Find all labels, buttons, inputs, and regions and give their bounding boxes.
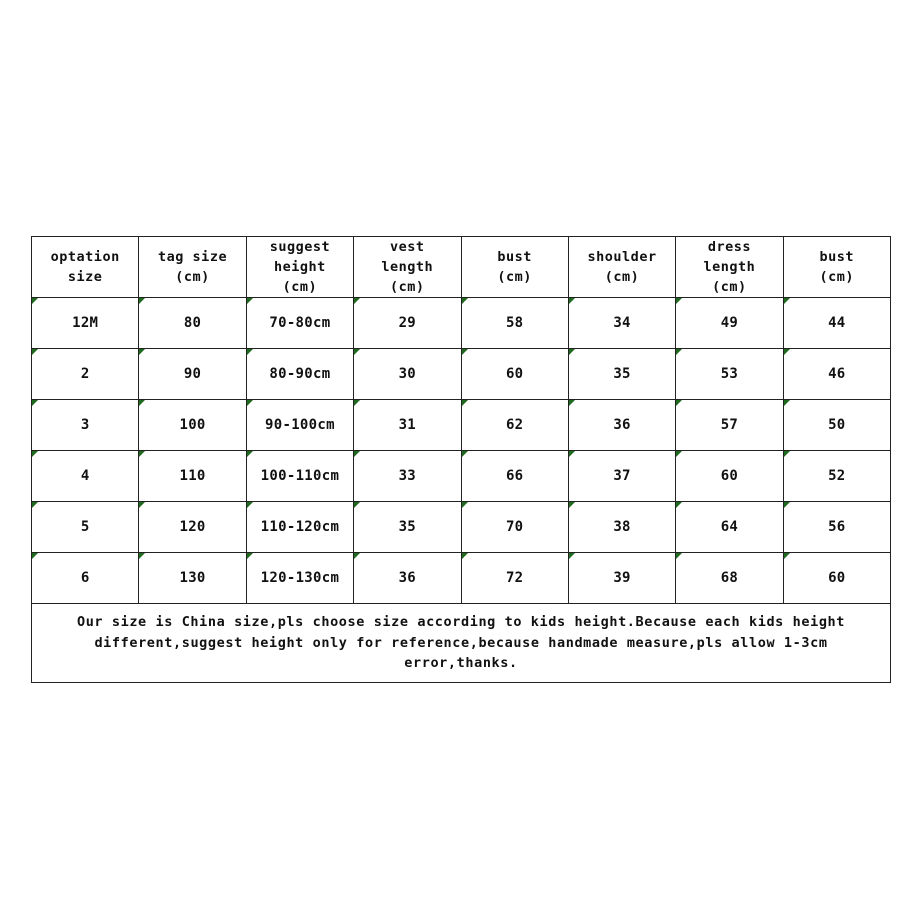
cell-corner-mark [247, 502, 253, 508]
cell-corner-mark [676, 451, 682, 457]
cell-bust: 62 [461, 400, 568, 451]
cell-corner-mark [569, 451, 575, 457]
cell-bust: 66 [461, 451, 568, 502]
cell-corner-mark [569, 502, 575, 508]
cell-tag-size: 100 [139, 400, 246, 451]
cell-bust-2: 52 [783, 451, 890, 502]
header-vest-length: vest length (cm) [354, 237, 461, 298]
cell-dress-length: 53 [676, 349, 783, 400]
cell-size: 5 [32, 502, 139, 553]
cell-corner-mark [247, 400, 253, 406]
cell-corner-mark [569, 298, 575, 304]
cell-vest-length: 31 [354, 400, 461, 451]
cell-dress-length: 64 [676, 502, 783, 553]
cell-corner-mark [462, 400, 468, 406]
cell-corner-mark [32, 553, 38, 559]
cell-shoulder: 35 [568, 349, 675, 400]
cell-vest-length: 30 [354, 349, 461, 400]
cell-corner-mark [139, 298, 145, 304]
header-bust-2: bust (cm) [783, 237, 890, 298]
cell-corner-mark [354, 451, 360, 457]
cell-size: 3 [32, 400, 139, 451]
cell-tag-size: 90 [139, 349, 246, 400]
cell-corner-mark [354, 400, 360, 406]
table-row [32, 502, 891, 553]
cell-suggest-height: 110-120cm [246, 502, 353, 553]
header-optation-size: optation size [32, 237, 139, 298]
cell-corner-mark [784, 400, 790, 406]
table-row [32, 400, 891, 451]
cell-size: 12M [32, 298, 139, 349]
cell-bust: 70 [461, 502, 568, 553]
header-tag-size: tag size (cm) [139, 237, 246, 298]
cell-corner-mark [462, 298, 468, 304]
table-row [32, 349, 891, 400]
cell-vest-length: 35 [354, 502, 461, 553]
cell-corner-mark [139, 502, 145, 508]
cell-corner-mark [354, 502, 360, 508]
header-suggest-height: suggest height (cm) [246, 237, 353, 298]
cell-corner-mark [569, 400, 575, 406]
cell-corner-mark [462, 553, 468, 559]
cell-shoulder: 37 [568, 451, 675, 502]
cell-corner-mark [247, 349, 253, 355]
cell-vest-length: 29 [354, 298, 461, 349]
cell-suggest-height: 70-80cm [246, 298, 353, 349]
cell-corner-mark [569, 553, 575, 559]
cell-corner-mark [354, 349, 360, 355]
cell-tag-size: 130 [139, 553, 246, 604]
cell-shoulder: 36 [568, 400, 675, 451]
table-row [32, 298, 891, 349]
cell-corner-mark [784, 502, 790, 508]
cell-corner-mark [676, 502, 682, 508]
cell-corner-mark [247, 298, 253, 304]
cell-corner-mark [462, 349, 468, 355]
cell-suggest-height: 100-110cm [246, 451, 353, 502]
cell-bust-2: 44 [783, 298, 890, 349]
cell-tag-size: 80 [139, 298, 246, 349]
cell-corner-mark [139, 553, 145, 559]
table-row [32, 553, 891, 604]
header-bust: bust (cm) [461, 237, 568, 298]
cell-corner-mark [32, 349, 38, 355]
cell-corner-mark [32, 451, 38, 457]
size-note: Our size is China size,pls choose size according to kids height.Because each kids height different,suggest height only for reference,because handmade measure,pls allow 1-3cm error,thanks. [32, 604, 891, 683]
cell-size: 6 [32, 553, 139, 604]
cell-suggest-height: 120-130cm [246, 553, 353, 604]
cell-corner-mark [32, 502, 38, 508]
cell-bust-2: 56 [783, 502, 890, 553]
cell-tag-size: 110 [139, 451, 246, 502]
cell-size: 4 [32, 451, 139, 502]
cell-vest-length: 36 [354, 553, 461, 604]
cell-corner-mark [354, 553, 360, 559]
cell-corner-mark [462, 502, 468, 508]
table-row [32, 451, 891, 502]
cell-bust-2: 50 [783, 400, 890, 451]
cell-shoulder: 39 [568, 553, 675, 604]
cell-bust-2: 46 [783, 349, 890, 400]
cell-corner-mark [139, 349, 145, 355]
cell-corner-mark [676, 553, 682, 559]
cell-shoulder: 34 [568, 298, 675, 349]
cell-corner-mark [247, 553, 253, 559]
cell-corner-mark [784, 349, 790, 355]
cell-shoulder: 38 [568, 502, 675, 553]
cell-corner-mark [784, 553, 790, 559]
cell-corner-mark [139, 451, 145, 457]
cell-suggest-height: 80-90cm [246, 349, 353, 400]
header-shoulder: shoulder (cm) [568, 237, 675, 298]
cell-suggest-height: 90-100cm [246, 400, 353, 451]
cell-bust-2: 60 [783, 553, 890, 604]
cell-corner-mark [676, 349, 682, 355]
cell-corner-mark [139, 400, 145, 406]
cell-corner-mark [354, 298, 360, 304]
note-row [32, 604, 891, 683]
cell-dress-length: 57 [676, 400, 783, 451]
cell-bust: 58 [461, 298, 568, 349]
header-row [32, 237, 891, 298]
cell-corner-mark [32, 298, 38, 304]
cell-corner-mark [676, 400, 682, 406]
cell-corner-mark [784, 451, 790, 457]
cell-corner-mark [676, 298, 682, 304]
cell-size: 2 [32, 349, 139, 400]
cell-dress-length: 49 [676, 298, 783, 349]
cell-corner-mark [569, 349, 575, 355]
cell-corner-mark [247, 451, 253, 457]
cell-dress-length: 68 [676, 553, 783, 604]
size-chart-table [31, 236, 891, 683]
cell-bust: 60 [461, 349, 568, 400]
cell-vest-length: 33 [354, 451, 461, 502]
header-dress-length: dress length (cm) [676, 237, 783, 298]
cell-corner-mark [784, 298, 790, 304]
cell-corner-mark [32, 400, 38, 406]
cell-corner-mark [462, 451, 468, 457]
cell-dress-length: 60 [676, 451, 783, 502]
cell-tag-size: 120 [139, 502, 246, 553]
cell-bust: 72 [461, 553, 568, 604]
